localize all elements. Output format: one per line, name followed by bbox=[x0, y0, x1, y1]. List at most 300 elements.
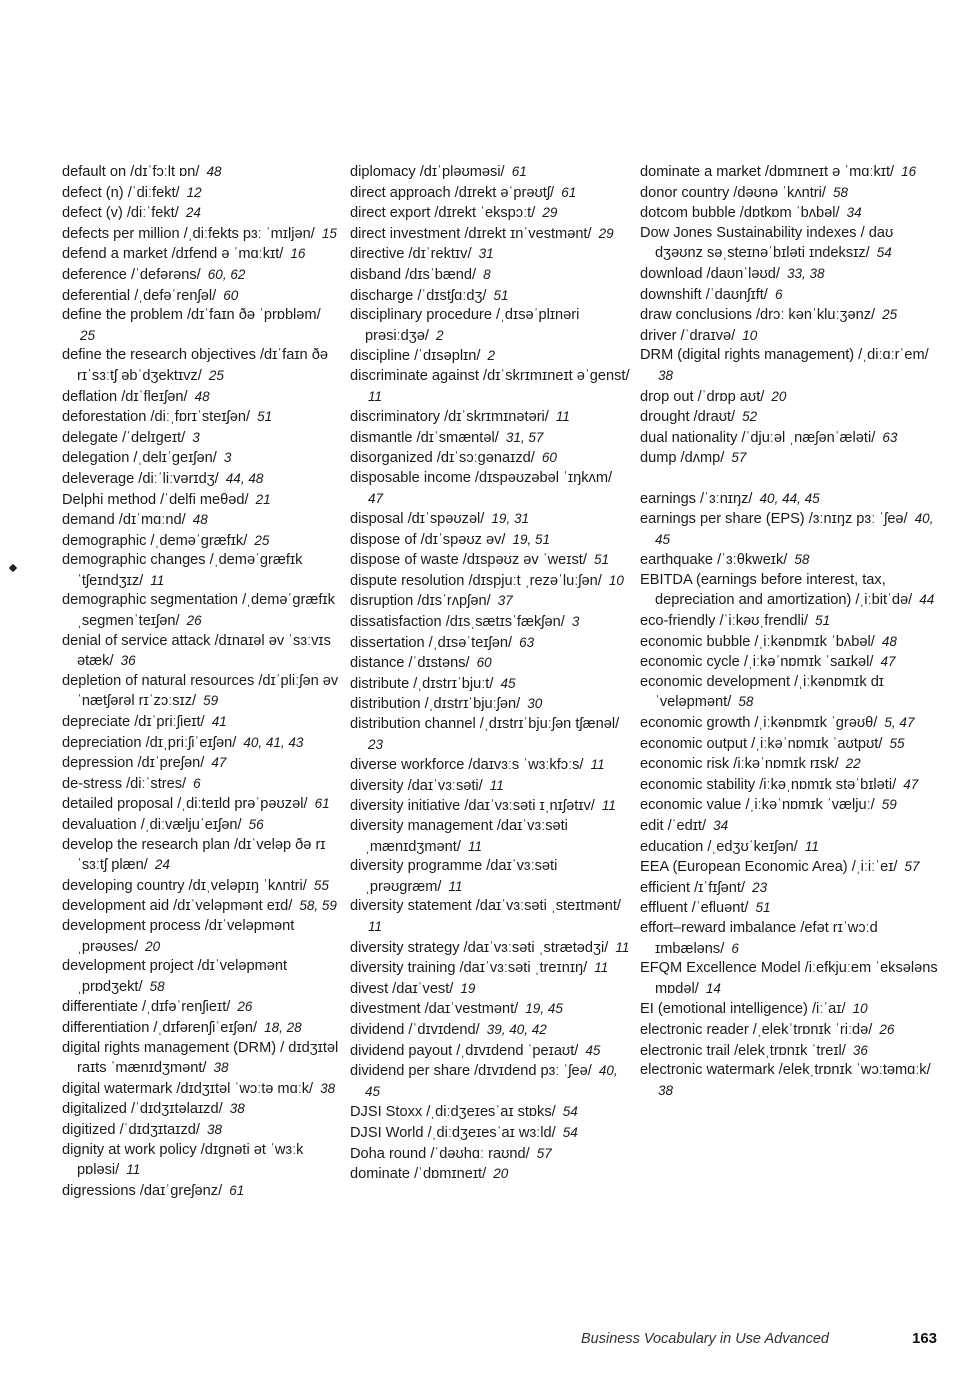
entry-pages: 41 bbox=[211, 714, 227, 730]
entry-pages: 14 bbox=[705, 980, 721, 996]
index-entry bbox=[350, 509, 632, 530]
index-entry bbox=[640, 611, 940, 632]
entry-pages: 2 bbox=[487, 348, 496, 364]
index-entry bbox=[62, 876, 340, 897]
index-entry bbox=[640, 183, 940, 204]
entry-pages: 58 bbox=[738, 694, 754, 710]
entry-pages: 45 bbox=[500, 675, 516, 691]
entry-term: earnings /ˈɜːnɪŋz/ bbox=[640, 490, 753, 507]
index-entry bbox=[62, 306, 340, 346]
index-entry bbox=[350, 367, 632, 407]
index-entry bbox=[350, 1102, 632, 1123]
entry-pages: 11 bbox=[594, 960, 609, 976]
entry-pages: 47 bbox=[368, 490, 384, 506]
index-entry bbox=[62, 1181, 340, 1202]
entry-pages: 21 bbox=[255, 491, 271, 507]
entry-pages: 38 bbox=[229, 1101, 245, 1117]
entry-term: dump /dʌmp/ bbox=[640, 450, 725, 467]
entry-term: dominate /ˈdɒmɪneɪt/ bbox=[350, 1166, 487, 1183]
entry-term: deflation /dɪˈfleɪʃən/ bbox=[62, 388, 188, 405]
index-entry bbox=[640, 795, 940, 816]
index-entry bbox=[640, 673, 940, 713]
entry-pages: 40, 45 bbox=[655, 511, 934, 547]
entry-pages: 18, 28 bbox=[264, 1019, 302, 1035]
entry-term: development project /dɪˈveləpmənt ˌprɒdʒekt/ bbox=[62, 958, 288, 995]
entry-pages: 20 bbox=[493, 1166, 509, 1182]
entry-pages: 31 bbox=[478, 246, 494, 262]
entry-term: edit /ˈedɪt/ bbox=[640, 818, 707, 834]
index-entry bbox=[640, 919, 940, 959]
index-entry bbox=[350, 897, 632, 937]
entry-term: Doha round /ˈdəʊhɑː raʊnd/ bbox=[350, 1145, 530, 1162]
entry-term: drought /draʊt/ bbox=[640, 409, 736, 426]
index-entry bbox=[640, 162, 940, 183]
entry-term: EBITDA (earnings before interest, tax, depreciation and amortization) /ˌiːbitˈdə/ bbox=[640, 571, 913, 609]
entry-pages: 11 bbox=[368, 388, 383, 404]
entry-pages: 52 bbox=[742, 409, 758, 425]
index-entry bbox=[640, 509, 940, 550]
entry-term: detailed proposal /ˌdiːteɪld prəˈpəʊzəl/ bbox=[62, 796, 308, 813]
entry-term: EFQM Excellence Model /iːefkjuːem ˈeksələns mɒdəl/ bbox=[640, 960, 938, 997]
entry-term: defect (n) /ˈdiːfekt/ bbox=[62, 184, 180, 201]
index-entry bbox=[640, 734, 940, 755]
entry-pages: 6 bbox=[774, 286, 783, 302]
entry-term: EI (emotional intelligence) /iːˈaɪ/ bbox=[640, 1001, 846, 1018]
index-entry bbox=[640, 1061, 940, 1101]
index-entry bbox=[62, 815, 340, 836]
index-entry bbox=[640, 898, 940, 919]
entry-pages: 31, 57 bbox=[505, 429, 544, 445]
entry-term: draw conclusions /drɔː kənˈkluːʒənz/ bbox=[640, 307, 876, 324]
index-entry bbox=[640, 203, 940, 224]
index-entry bbox=[350, 530, 632, 551]
index-entry bbox=[62, 510, 340, 531]
entry-pages: 51 bbox=[755, 900, 771, 916]
index-entry bbox=[350, 428, 632, 449]
index-entry bbox=[350, 979, 632, 1000]
index-entry bbox=[350, 857, 632, 897]
entry-pages: 29 bbox=[598, 225, 614, 241]
index-entry bbox=[350, 1123, 632, 1144]
entry-term: delegation /ˌdelɪˈgeɪʃən/ bbox=[62, 450, 217, 467]
entry-pages: 25 bbox=[882, 307, 898, 323]
entry-pages: 36 bbox=[852, 1042, 868, 1058]
entry-pages: 60 bbox=[476, 655, 492, 671]
index-entry bbox=[62, 733, 340, 754]
entry-pages: 19 bbox=[460, 980, 476, 996]
entry-term: electronic reader /ˌelekˈtrɒnɪk ˈriːdə/ bbox=[640, 1021, 873, 1038]
index-entry bbox=[640, 407, 940, 428]
entry-term: downshift /ˈdaʊnʃɪft/ bbox=[640, 286, 768, 303]
entry-pages: 6 bbox=[731, 940, 739, 956]
entry-pages: 26 bbox=[879, 1021, 895, 1037]
entry-pages: 47 bbox=[903, 776, 919, 792]
index-entry bbox=[350, 571, 632, 592]
index-entry bbox=[62, 1141, 340, 1181]
entry-term: distance /ˈdɪstəns/ bbox=[350, 655, 470, 672]
entry-pages: 34 bbox=[713, 818, 729, 833]
entry-pages: 30 bbox=[527, 696, 543, 712]
entry-term: development aid /dɪˈveləpmənt eɪd/ bbox=[62, 898, 293, 915]
entry-pages: 38 bbox=[320, 1080, 336, 1096]
entry-pages: 51 bbox=[493, 287, 509, 303]
entry-term: download /daʊnˈləʊd/ bbox=[640, 265, 780, 282]
entry-term: developing country /dɪˌveləpɪŋ ˈkʌntri/ bbox=[62, 877, 307, 894]
index-entry bbox=[350, 1061, 632, 1102]
index-entry bbox=[640, 713, 940, 734]
entry-term: discriminatory /dɪˈskrɪmɪnətəri/ bbox=[350, 409, 549, 426]
entry-term: digressions /daɪˈgreʃənz/ bbox=[62, 1182, 223, 1199]
index-entry bbox=[350, 612, 632, 633]
entry-term: dominate a market /dɒmɪneɪt ə ˈmɑːkɪt/ bbox=[640, 164, 895, 180]
entry-pages: 54 bbox=[876, 245, 892, 261]
index-entry bbox=[350, 694, 632, 715]
index-entry bbox=[62, 774, 340, 795]
index-entry bbox=[62, 1039, 340, 1079]
index-entry bbox=[640, 285, 940, 306]
entry-pages: 16 bbox=[901, 164, 917, 179]
index-entry bbox=[350, 469, 632, 509]
entry-pages: 59 bbox=[203, 693, 219, 709]
entry-term: donor country /dəʊnə ˈkʌntri/ bbox=[640, 184, 826, 201]
entry-term: diversity management /daɪˈvɜːsəti ˌmænɪdʒmənt/ bbox=[350, 818, 568, 855]
entry-pages: 61 bbox=[314, 796, 330, 812]
index-entry bbox=[62, 917, 340, 957]
entry-term: diversity programme /daɪˈvɜːsəti ˌprəʊgræm/ bbox=[350, 858, 558, 895]
entry-pages: 57 bbox=[536, 1145, 552, 1161]
entry-term: diversity initiative /daɪˈvɜːsəti ɪˌnɪʃətɪv/ bbox=[350, 798, 595, 815]
index-entry bbox=[640, 305, 940, 326]
index-entry bbox=[350, 633, 632, 654]
index-entry bbox=[640, 816, 940, 837]
index-entry bbox=[62, 672, 340, 712]
entry-term: diversity /daɪˈvɜːsəti/ bbox=[350, 777, 483, 794]
entry-pages: 38 bbox=[213, 1060, 229, 1076]
entry-pages: 63 bbox=[519, 634, 535, 650]
entry-pages: 54 bbox=[562, 1104, 578, 1120]
entry-term: eco-friendly /ˈiːkəʊˌfrendli/ bbox=[640, 613, 809, 630]
index-entry bbox=[62, 490, 340, 511]
index-entry bbox=[350, 999, 632, 1020]
index-column-3 bbox=[640, 162, 940, 1101]
entry-pages: 39, 40, 42 bbox=[486, 1021, 547, 1037]
entry-term: discriminate against /dɪˈskrɪmɪneɪt əˈgenst/ bbox=[350, 367, 630, 384]
entry-term: digitalized /ˈdɪdʒɪtəlaɪzd/ bbox=[62, 1101, 223, 1118]
entry-term: disciplinary procedure /ˌdɪsəˈplɪnəri prəsiːdʒə/ bbox=[350, 307, 580, 344]
index-entry bbox=[350, 715, 632, 755]
entry-pages: 11 bbox=[150, 572, 165, 588]
entry-pages: 44, 48 bbox=[225, 470, 264, 486]
entry-term: disruption /dɪsˈrʌpʃən/ bbox=[350, 593, 491, 610]
entry-term: economic stability /iːkəˌnɒmɪk stəˈbɪləti/ bbox=[640, 776, 897, 793]
index-entry bbox=[350, 183, 632, 204]
entry-term: drop out /ˈdrɒp aʊt/ bbox=[640, 388, 765, 405]
index-entry bbox=[350, 653, 632, 674]
entry-term: economic risk /iːkəˈnɒmɪk rɪsk/ bbox=[640, 756, 839, 773]
entry-pages: 33, 38 bbox=[786, 265, 825, 281]
index-entry bbox=[62, 183, 340, 204]
index-entry bbox=[350, 407, 632, 428]
entry-pages: 23 bbox=[752, 879, 768, 895]
entry-term: dual nationality /ˈdjuːəl ˌnæʃənˈæləti/ bbox=[640, 429, 876, 446]
entry-pages: 25 bbox=[254, 532, 270, 548]
entry-term: effort–reward imbalance /efət rɪˈwɔːd ɪmbæləns/ bbox=[640, 919, 878, 957]
entry-pages: 3 bbox=[571, 614, 580, 630]
entry-pages: 11 bbox=[555, 409, 570, 425]
entry-pages: 40, 44, 45 bbox=[759, 490, 820, 506]
index-entry bbox=[640, 326, 940, 347]
entry-pages: 58 bbox=[794, 552, 810, 568]
entry-term: define the research objectives /dɪˈfaɪn ðə rɪˈsɜːtʃ əbˈdʒektɪvz/ bbox=[62, 347, 328, 384]
index-entry bbox=[350, 1164, 632, 1185]
entry-term: default on /dɪˈfɔːlt ɒn/ bbox=[62, 164, 200, 180]
index-entry bbox=[350, 286, 632, 307]
entry-term: devaluation /ˌdiːvæljuˈeɪʃən/ bbox=[62, 817, 242, 833]
entry-pages: 40, 41, 43 bbox=[243, 734, 304, 750]
index-entry bbox=[62, 265, 340, 286]
entry-pages: 6 bbox=[193, 775, 201, 791]
entry-term: dissertation /ˌdɪsəˈteɪʃən/ bbox=[350, 634, 513, 651]
entry-pages: 47 bbox=[880, 654, 896, 670]
entry-term: economic output /ˌiːkəˈnɒmɪk ˈaʊtpʊt/ bbox=[640, 735, 883, 752]
entry-pages: 11 bbox=[448, 878, 463, 894]
entry-term: distribution channel /ˌdɪstrɪˈbjuːʃən tʃænəl/ bbox=[350, 716, 620, 733]
entry-pages: 5, 47 bbox=[884, 715, 915, 731]
entry-pages: 38 bbox=[658, 1082, 674, 1098]
entry-term: direct investment /dɪrekt ɪnˈvestmənt/ bbox=[350, 225, 592, 242]
index-entry bbox=[62, 346, 340, 386]
entry-term: diversity training /daɪˈvɜːsəti ˌtreɪnɪŋ/ bbox=[350, 960, 588, 977]
book-title: Business Vocabulary in Use Advanced bbox=[581, 1331, 829, 1347]
entry-pages: 60 bbox=[541, 450, 557, 466]
entry-pages: 11 bbox=[615, 939, 630, 955]
index-entry bbox=[62, 896, 340, 917]
entry-pages: 8 bbox=[483, 266, 491, 282]
index-entry bbox=[640, 837, 940, 858]
entry-term: disband /dɪsˈbænd/ bbox=[350, 266, 477, 283]
entry-term: dismantle /dɪˈsmæntəl/ bbox=[350, 429, 499, 446]
entry-pages: 25 bbox=[80, 327, 96, 343]
index-entry bbox=[640, 652, 940, 673]
entry-term: defect (v) /diːˈfekt/ bbox=[62, 205, 179, 222]
entry-term: deferential /ˌdefəˈrenʃəl/ bbox=[62, 287, 217, 304]
entry-pages: 48 bbox=[192, 512, 208, 528]
index-entry bbox=[62, 632, 340, 672]
entry-term: direct approach /dɪrekt əˈprəʊtʃ/ bbox=[350, 184, 555, 201]
entry-term: dispose of waste /dɪspəʊz əv ˈweɪst/ bbox=[350, 552, 587, 569]
entry-term: depreciate /dɪˈpriːʃieɪt/ bbox=[62, 714, 205, 731]
entry-pages: 3 bbox=[223, 450, 232, 466]
entry-pages: 48 bbox=[206, 164, 222, 179]
index-entry bbox=[62, 531, 340, 552]
entry-pages: 51 bbox=[257, 409, 273, 425]
entry-term: denial of service attack /dɪnaɪəl əv ˈsɜːvɪs ətæk/ bbox=[62, 632, 331, 670]
entry-pages: 45 bbox=[585, 1042, 601, 1058]
entry-pages: 55 bbox=[313, 877, 329, 893]
entry-pages: 19, 45 bbox=[525, 1001, 563, 1017]
index-entry bbox=[62, 794, 340, 815]
entry-term: delegate /ˈdelɪgeɪt/ bbox=[62, 429, 186, 446]
entry-pages: 58 bbox=[833, 184, 849, 200]
entry-pages: 44 bbox=[919, 592, 935, 608]
entry-pages: 11 bbox=[467, 838, 482, 854]
section-gap bbox=[640, 469, 940, 489]
entry-pages: 58 bbox=[149, 978, 165, 994]
index-entry bbox=[350, 224, 632, 245]
entry-pages: 51 bbox=[593, 552, 609, 568]
index-entry bbox=[640, 264, 940, 285]
entry-term: diversity statement /daɪˈvɜːsəti ˌsteɪtmənt/ bbox=[350, 898, 621, 915]
entry-term: de-stress /diːˈstres/ bbox=[62, 775, 187, 792]
entry-pages: 48 bbox=[881, 633, 897, 649]
index-entry bbox=[640, 775, 940, 796]
index-entry bbox=[640, 878, 940, 899]
entry-term: discharge /ˈdɪstʃɑːdʒ/ bbox=[350, 287, 487, 304]
entry-term: dispute resolution /dɪspjuːt ˌrezəˈluːʃən/ bbox=[350, 572, 602, 589]
entry-pages: 40, 45 bbox=[365, 1063, 618, 1099]
entry-term: differentiation /ˌdɪfərenʃiˈeɪʃən/ bbox=[62, 1019, 258, 1036]
entry-term: DJSI Stoxx /ˌdiːdʒeɪesˈaɪ stɒks/ bbox=[350, 1104, 556, 1121]
entry-pages: 36 bbox=[120, 653, 136, 669]
index-entry bbox=[350, 1144, 632, 1165]
index-entry bbox=[62, 997, 340, 1018]
entry-term: disposal /dɪˈspəʊzəl/ bbox=[350, 511, 485, 528]
entry-pages: 26 bbox=[237, 999, 253, 1015]
page-number: 163 bbox=[912, 1330, 938, 1347]
index-entry bbox=[640, 489, 940, 510]
entry-term: efficient /ɪˈfɪʃənt/ bbox=[640, 879, 746, 896]
index-entry bbox=[350, 162, 632, 183]
entry-pages: 54 bbox=[562, 1124, 578, 1140]
entry-term: develop the research plan /dɪˈveləp ðə rɪˈsɜːtʃ plæn/ bbox=[62, 836, 326, 874]
index-entry bbox=[350, 796, 632, 817]
stray-ink-mark bbox=[9, 564, 17, 572]
index-entry bbox=[640, 857, 940, 878]
entry-term: depletion of natural resources /dɪˈpliːʃən əv ˈnætʃərəl rɪˈzɔːsɪz/ bbox=[62, 672, 339, 710]
index-entry bbox=[350, 244, 632, 265]
entry-pages: 26 bbox=[186, 613, 202, 629]
entry-term: dotcom bubble /dɒtkɒm ˈbʌbəl/ bbox=[640, 205, 840, 222]
entry-term: diplomacy /dɪˈpləʊməsi/ bbox=[350, 164, 505, 180]
entry-term: economic development /ˌiːkənɒmɪk dɪˈveləpmənt/ bbox=[640, 673, 885, 711]
index-entry bbox=[640, 632, 940, 653]
entry-term: driver /ˈdraɪvə/ bbox=[640, 327, 736, 344]
entry-pages: 23 bbox=[368, 736, 384, 752]
entry-pages: 11 bbox=[489, 777, 504, 793]
index-entry bbox=[350, 1020, 632, 1041]
entry-term: digital watermark /dɪdʒɪtəl ˈwɔːtə mɑːk/ bbox=[62, 1080, 314, 1097]
index-entry bbox=[640, 1020, 940, 1041]
entry-term: DRM (digital rights management) /ˌdiːɑːrˈem/ bbox=[640, 347, 929, 364]
entry-term: disorganized /dɪˈsɔːgənaɪzd/ bbox=[350, 450, 535, 467]
entry-pages: 48 bbox=[194, 388, 210, 404]
index-entry bbox=[62, 1018, 340, 1039]
index-entry bbox=[640, 224, 940, 264]
index-entry bbox=[640, 571, 940, 611]
entry-term: digitized /ˈdɪdʒɪtaɪzd/ bbox=[62, 1121, 200, 1138]
entry-term: dividend payout /ˌdɪvɪdend ˈpeɪaʊt/ bbox=[350, 1042, 579, 1059]
entry-pages: 61 bbox=[229, 1182, 245, 1198]
index-entry bbox=[350, 203, 632, 224]
index-column-1 bbox=[62, 162, 340, 1201]
entry-term: distribution /ˌdɪstrɪˈbjuːʃən/ bbox=[350, 696, 521, 713]
index-entry bbox=[62, 469, 340, 490]
index-entry bbox=[350, 817, 632, 857]
entry-pages: 20 bbox=[771, 388, 787, 404]
entry-term: electronic trail /elekˌtrɒnɪk ˈtreɪl/ bbox=[640, 1042, 846, 1059]
index-entry bbox=[350, 1041, 632, 1062]
index-entry bbox=[62, 551, 340, 591]
entry-pages: 24 bbox=[185, 205, 201, 221]
entry-term: dignity at work policy /dɪgnəti ət ˈwɜːk pɒləsi/ bbox=[62, 1141, 304, 1179]
entry-term: divest /daɪˈvest/ bbox=[350, 980, 454, 997]
entry-term: distribute /ˌdɪstrɪˈbjuːt/ bbox=[350, 675, 494, 692]
entry-pages: 38 bbox=[206, 1121, 223, 1137]
entry-term: diversity strategy /daɪˈvɜːsəti ˌstrætədʒi/ bbox=[350, 939, 609, 956]
entry-pages: 19, 51 bbox=[512, 531, 551, 547]
entry-term: Dow Jones Sustainability indexes / daʊ dʒəʊnz səˌsteɪnəˈbɪləti ɪndeksɪz/ bbox=[640, 224, 894, 262]
entry-pages: 61 bbox=[561, 184, 577, 200]
entry-pages: 11 bbox=[804, 838, 819, 854]
entry-term: deforestation /diːˌfɒrɪˈsteɪʃən/ bbox=[62, 409, 251, 426]
entry-pages: 58, 59 bbox=[299, 898, 337, 914]
index-column-2 bbox=[350, 162, 632, 1185]
entry-pages: 20 bbox=[145, 938, 161, 954]
index-entry bbox=[62, 836, 340, 876]
entry-pages: 59 bbox=[881, 797, 897, 813]
index-entry bbox=[62, 753, 340, 774]
entry-term: dividend /ˈdɪvɪdend/ bbox=[350, 1021, 480, 1038]
entry-pages: 15 bbox=[321, 225, 337, 241]
entry-term: divestment /daɪˈvestmənt/ bbox=[350, 1001, 519, 1018]
entry-pages: 2 bbox=[436, 327, 444, 343]
entry-term: effluent /ˈefluənt/ bbox=[640, 900, 749, 917]
index-entry bbox=[62, 224, 340, 245]
index-entry bbox=[62, 286, 340, 307]
index-entry bbox=[350, 306, 632, 346]
entry-term: define the problem /dɪˈfaɪn ðə ˈprɒbləm/ bbox=[62, 307, 321, 324]
entry-pages: 22 bbox=[845, 756, 861, 772]
index-entry bbox=[350, 755, 632, 776]
entry-pages: 51 bbox=[815, 613, 831, 629]
entry-term: directive /dɪˈrektɪv/ bbox=[350, 246, 472, 263]
index-entry bbox=[640, 550, 940, 571]
entry-pages: 60, 62 bbox=[207, 266, 246, 282]
entry-term: Delphi method /ˈdelfi meθəd/ bbox=[62, 491, 249, 508]
entry-term: defects per million /ˌdiːfekts pɜː ˈmɪljən/ bbox=[62, 225, 315, 242]
entry-term: economic growth /ˌiːkənɒmɪk ˈgrəʊθ/ bbox=[640, 715, 878, 732]
index-entry bbox=[62, 1099, 340, 1120]
entry-pages: 10 bbox=[742, 327, 758, 343]
index-entry bbox=[62, 244, 340, 265]
entry-pages: 12 bbox=[186, 184, 202, 200]
index-entry bbox=[640, 387, 940, 408]
index-entry bbox=[350, 776, 632, 797]
entry-term: electronic watermark /elekˌtrɒnɪk ˈwɔːtəmɑːk/ bbox=[640, 1062, 931, 1079]
entry-term: DJSI World /ˌdiːdʒeɪesˈaɪ wɜːld/ bbox=[350, 1124, 556, 1141]
index-entry bbox=[640, 448, 940, 469]
entry-pages: 47 bbox=[211, 755, 227, 771]
entry-pages: 57 bbox=[904, 859, 920, 875]
entry-term: differentiate /ˌdɪfəˈrenʃieɪt/ bbox=[62, 999, 231, 1016]
entry-pages: 63 bbox=[882, 429, 898, 445]
entry-term: economic value /ˌiːkəˈnɒmɪk ˈvæljuː/ bbox=[640, 797, 875, 814]
entry-pages: 38 bbox=[658, 367, 674, 383]
entry-pages: 19, 31 bbox=[491, 511, 529, 527]
entry-pages: 60 bbox=[223, 287, 239, 303]
entry-pages: 3 bbox=[192, 429, 200, 445]
index-entry bbox=[350, 448, 632, 469]
